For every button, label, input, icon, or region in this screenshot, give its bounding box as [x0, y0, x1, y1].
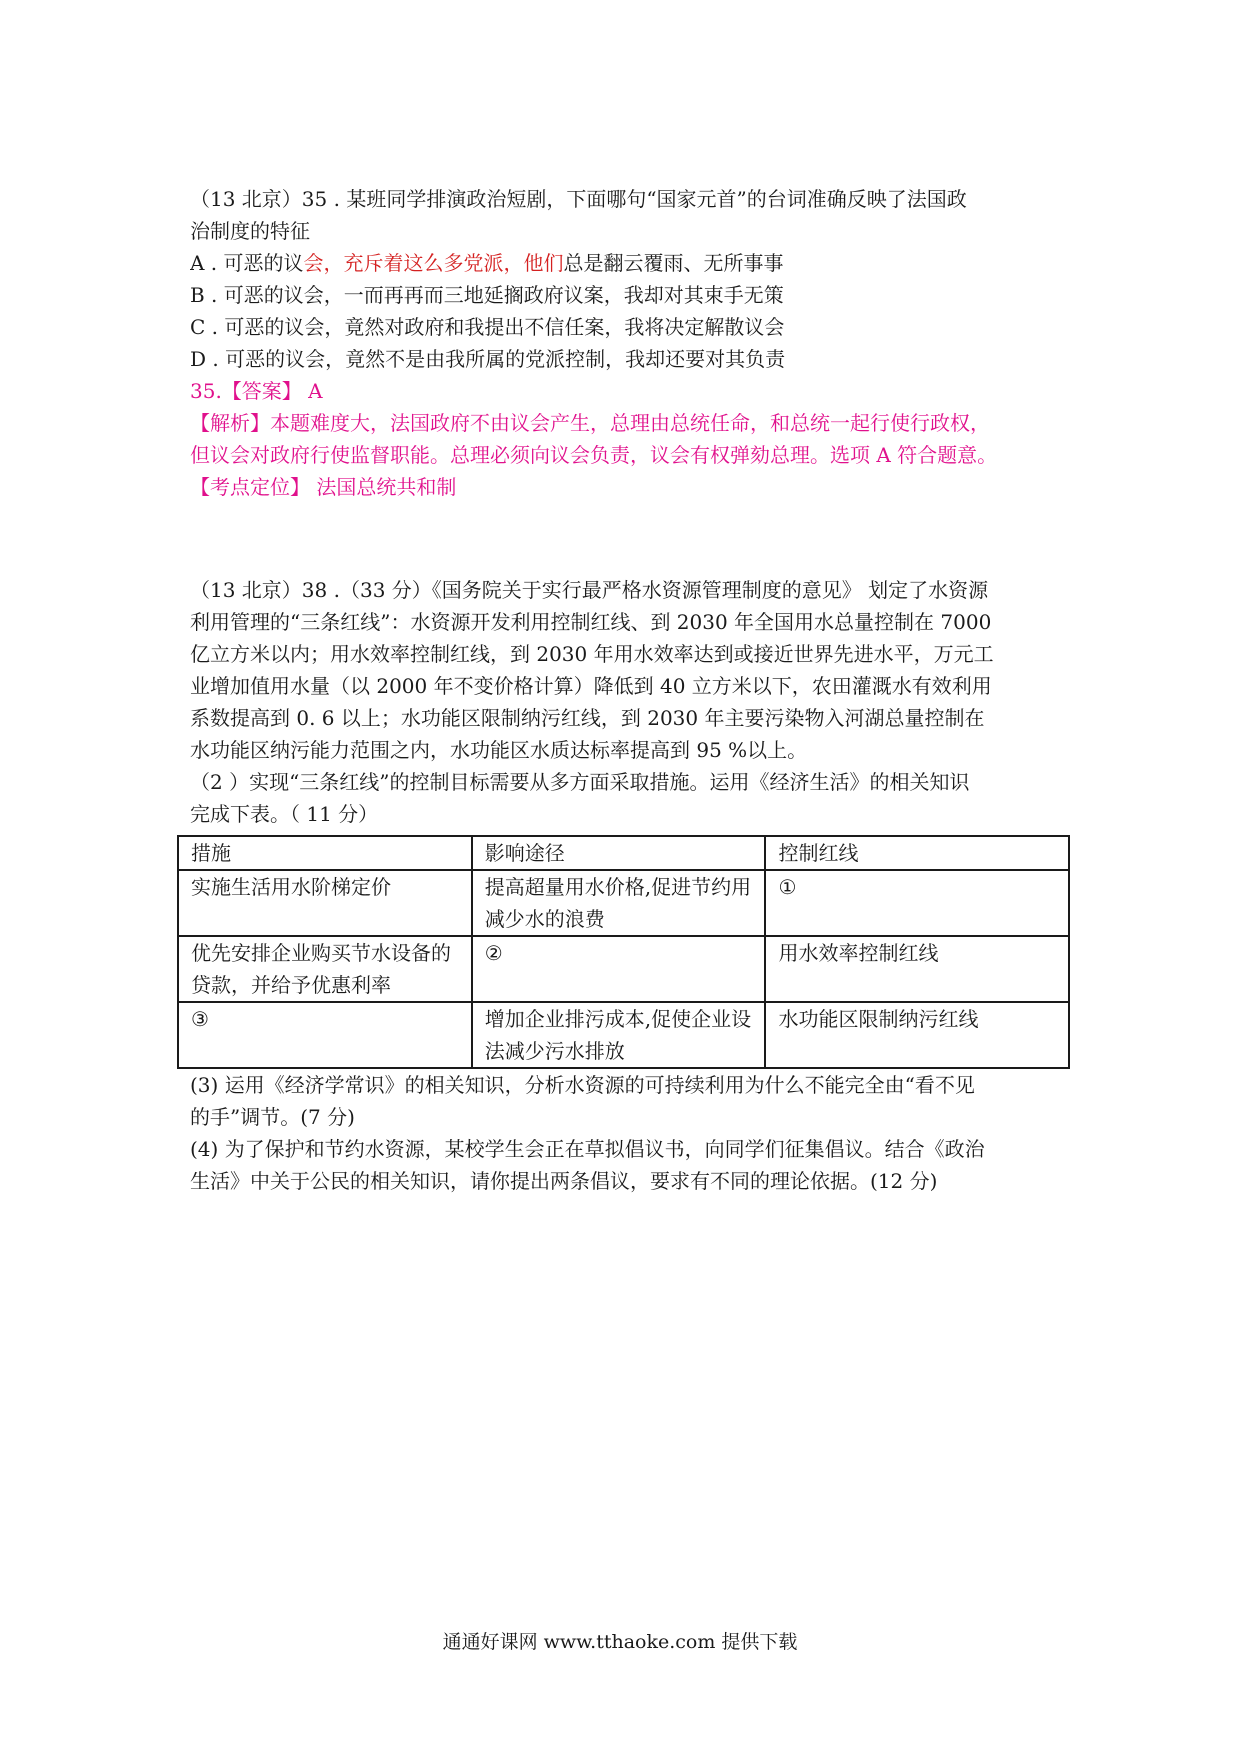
- q38-stem-line-6: 水功能区纳污能力范围之内，水功能区水质达标率提高到 95 %以上。: [190, 738, 808, 762]
- table-cell: ②: [472, 936, 766, 1002]
- q35-answer: 35.【答案】 A: [190, 379, 323, 403]
- q35-option-a-prefix: A . 可恶的议: [190, 251, 304, 275]
- q35-analysis-line-1: 【解析】本题难度大，法国政府不由议会产生，总理由总统任命，和总统一起行使行政权，: [190, 411, 990, 435]
- q38-part4-line-2: 生活》中关于公民的相关知识，请你提出两条倡议，要求有不同的理论依据。(12 分): [190, 1169, 938, 1193]
- table-cell: 用水效率控制红线: [765, 936, 1069, 1002]
- table-header-row: [178, 836, 1069, 870]
- q35-option-a-highlight: 会，充斥着这么多党派，他们: [303, 251, 564, 275]
- q35-analysis-line-2: 但议会对政府行使监督职能。总理必须向议会负责，议会有权弹劾总理。选项 A 符合题意。: [190, 443, 998, 467]
- table-cell: ③: [178, 1002, 472, 1068]
- q35-option-d: D . 可恶的议会，竟然不是由我所属的党派控制，我却还要对其负责: [190, 347, 786, 371]
- table-cell: 水功能区限制纳污红线: [765, 1002, 1069, 1068]
- q38-stem-line-3: 亿立方米以内；用水效率控制红线，到 2030 年用水效率达到或接近世界先进水平，万元工: [190, 642, 994, 666]
- table-row: [178, 1002, 1069, 1068]
- q38-stem-line-4: 业增加值用水量（以 2000 年不变价格计算）降低到 40 立方米以下，农田灌溉水有效利用: [190, 674, 992, 698]
- q35-option-c: C . 可恶的议会，竟然对政府和我提出不信任案，我将决定解散议会: [190, 315, 785, 339]
- q35-option-a-suffix: 总是翻云覆雨、无所事事: [563, 251, 784, 275]
- q35-stem-line-2: 治制度的特征: [190, 219, 310, 243]
- q35-stem-line-1: （13 北京）35 . 某班同学排演政治短剧，下面哪句“国家元首”的台词准确反映了法国政: [190, 187, 967, 211]
- q35-kaodian: 【考点定位】 法国总统共和制: [190, 475, 457, 499]
- question-38-parts-3-4: [190, 1069, 1060, 1197]
- q35-option-a: [190, 247, 1060, 279]
- q38-part4-line-1: (4) 为了保护和节约水资源，某校学生会正在草拟倡议书，向同学们征集倡议。结合《政治: [190, 1137, 985, 1161]
- q38-stem-line-2: 利用管理的“三条红线”：水资源开发利用控制红线、到 2030 年全国用水总量控制在 7000: [190, 610, 992, 634]
- table-cell: 提高超量用水价格,促进节约用减少水的浪费: [472, 870, 766, 936]
- table-row: [178, 936, 1069, 1002]
- page-footer: 通通好课网 www.tthaoke.com 提供下载: [442, 1631, 798, 1653]
- question-35: [190, 183, 1060, 503]
- table-cell: ①: [765, 870, 1069, 936]
- table-cell: 优先安排企业购买节水设备的贷款，并给予优惠利率: [178, 936, 472, 1002]
- q38-stem-line-1: （13 北京）38 .（33 分）《国务院关于实行最严格水资源管理制度的意见》 划定了水资源: [190, 578, 989, 602]
- q38-part3-line-1: (3) 运用《经济学常识》的相关知识，分析水资源的可持续利用为什么不能完全由“看不见: [190, 1073, 975, 1097]
- table-header-cell: 措施: [178, 836, 472, 870]
- q38-part2-line-1: （2 ）实现“三条红线”的控制目标需要从多方面采取措施。运用《经济生活》的相关知识: [190, 770, 970, 794]
- measures-table: [177, 835, 1070, 1069]
- table-cell: 实施生活用水阶梯定价: [178, 870, 472, 936]
- table-header-cell: 控制红线: [765, 836, 1069, 870]
- q38-part2-line-2: 完成下表。（ 11 分）: [190, 802, 379, 826]
- question-38: [190, 574, 1060, 830]
- q35-option-b: B . 可恶的议会，一而再再而三地延搁政府议案，我却对其束手无策: [190, 283, 784, 307]
- q38-stem-line-5: 系数提高到 0. 6 以上；水功能区限制纳污红线，到 2030 年主要污染物入河湖总量控制在: [190, 706, 985, 730]
- table-row: [178, 870, 1069, 936]
- q38-part3-line-2: 的手”调节。(7 分): [190, 1105, 355, 1129]
- table-header-cell: 影响途径: [472, 836, 766, 870]
- table-cell: 增加企业排污成本,促使企业设法减少污水排放: [472, 1002, 766, 1068]
